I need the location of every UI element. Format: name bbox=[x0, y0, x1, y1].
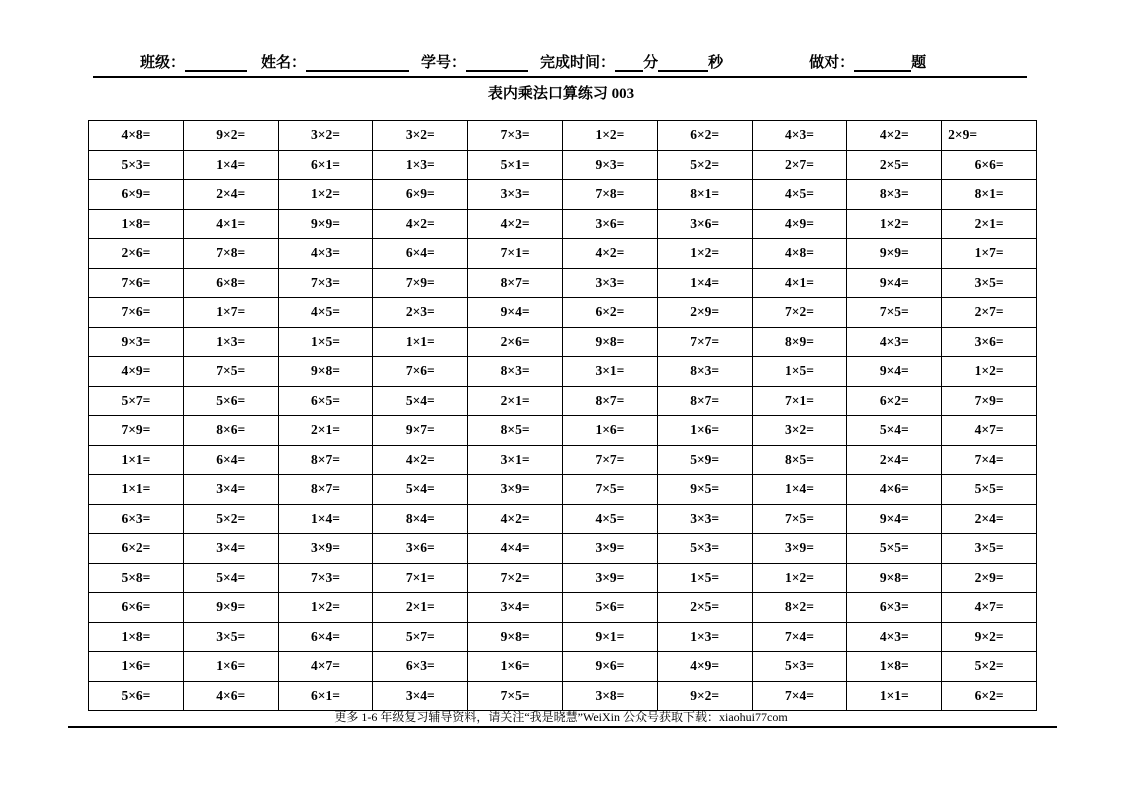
problem-cell: 1×3= bbox=[373, 150, 468, 180]
table-row bbox=[89, 209, 1037, 239]
problem-cell: 8×7= bbox=[562, 386, 657, 416]
problem-cell: 1×2= bbox=[942, 357, 1037, 387]
problem-cell: 4×9= bbox=[752, 209, 847, 239]
problem-cell: 6×5= bbox=[278, 386, 373, 416]
problem-cell: 3×6= bbox=[657, 209, 752, 239]
problem-cell: 6×1= bbox=[278, 681, 373, 711]
problem-cell: 9×8= bbox=[468, 622, 563, 652]
problem-cell: 1×6= bbox=[657, 416, 752, 446]
problem-cell: 1×6= bbox=[562, 416, 657, 446]
problem-cell: 2×9= bbox=[657, 298, 752, 328]
problem-cell: 4×2= bbox=[468, 504, 563, 534]
problem-cell: 6×6= bbox=[942, 150, 1037, 180]
problem-cell: 1×5= bbox=[752, 357, 847, 387]
problem-cell: 3×3= bbox=[657, 504, 752, 534]
class-label: 班级： bbox=[140, 55, 186, 71]
problem-cell: 2×6= bbox=[468, 327, 563, 357]
problem-cell: 5×6= bbox=[562, 593, 657, 623]
problem-cell: 3×6= bbox=[942, 327, 1037, 357]
score-label: 做对： bbox=[809, 55, 855, 71]
problem-cell: 9×2= bbox=[942, 622, 1037, 652]
problem-cell: 8×3= bbox=[657, 357, 752, 387]
problem-cell: 7×5= bbox=[562, 475, 657, 505]
table-row bbox=[89, 563, 1037, 593]
problem-cell: 3×3= bbox=[562, 268, 657, 298]
problem-cell: 1×8= bbox=[847, 652, 942, 682]
problem-cell: 2×1= bbox=[373, 593, 468, 623]
problem-cell: 7×1= bbox=[468, 239, 563, 269]
problem-cell: 4×1= bbox=[752, 268, 847, 298]
table-row bbox=[89, 504, 1037, 534]
problem-cell: 4×5= bbox=[752, 180, 847, 210]
problem-cell: 5×2= bbox=[183, 504, 278, 534]
problem-cell: 1×5= bbox=[278, 327, 373, 357]
problem-cell: 7×6= bbox=[373, 357, 468, 387]
problem-cell: 4×7= bbox=[278, 652, 373, 682]
problem-cell: 6×2= bbox=[847, 386, 942, 416]
problem-cell: 4×1= bbox=[183, 209, 278, 239]
table-row bbox=[89, 150, 1037, 180]
problem-cell: 5×5= bbox=[847, 534, 942, 564]
problem-cell: 3×6= bbox=[562, 209, 657, 239]
table-row bbox=[89, 327, 1037, 357]
table-row bbox=[89, 180, 1037, 210]
problem-cell: 6×1= bbox=[278, 150, 373, 180]
problem-cell: 8×7= bbox=[278, 475, 373, 505]
problem-cell: 3×3= bbox=[468, 180, 563, 210]
problem-cell: 4×3= bbox=[847, 622, 942, 652]
problem-cell: 8×2= bbox=[752, 593, 847, 623]
problem-cell: 7×3= bbox=[278, 268, 373, 298]
problem-cell: 3×9= bbox=[562, 563, 657, 593]
problem-cell: 8×1= bbox=[657, 180, 752, 210]
problem-cell: 2×9= bbox=[942, 563, 1037, 593]
table-row bbox=[89, 416, 1037, 446]
name-label: 姓名： bbox=[261, 55, 307, 71]
problem-cell: 4×2= bbox=[373, 445, 468, 475]
header bbox=[140, 54, 926, 72]
problem-cell: 4×9= bbox=[657, 652, 752, 682]
problem-cell: 9×2= bbox=[183, 121, 278, 151]
problem-cell: 8×5= bbox=[752, 445, 847, 475]
header-divider-line bbox=[93, 76, 1027, 78]
problem-cell: 1×2= bbox=[278, 180, 373, 210]
problem-cell: 1×3= bbox=[183, 327, 278, 357]
problem-cell: 3×5= bbox=[942, 268, 1037, 298]
problem-cell: 2×6= bbox=[89, 239, 184, 269]
problem-cell: 2×1= bbox=[278, 416, 373, 446]
class-blank-line bbox=[185, 57, 247, 72]
problem-cell: 9×5= bbox=[657, 475, 752, 505]
problem-cell: 5×4= bbox=[373, 475, 468, 505]
problem-cell: 1×1= bbox=[373, 327, 468, 357]
problem-cell: 2×1= bbox=[468, 386, 563, 416]
problems-table bbox=[88, 120, 1037, 711]
problem-cell: 3×1= bbox=[468, 445, 563, 475]
problem-cell: 6×2= bbox=[657, 121, 752, 151]
problem-cell: 2×5= bbox=[847, 150, 942, 180]
table-row bbox=[89, 622, 1037, 652]
problem-cell: 2×7= bbox=[752, 150, 847, 180]
problem-cell: 1×7= bbox=[942, 239, 1037, 269]
problem-cell: 2×7= bbox=[942, 298, 1037, 328]
problem-cell: 7×6= bbox=[89, 298, 184, 328]
table-row bbox=[89, 239, 1037, 269]
table-row bbox=[89, 268, 1037, 298]
problem-cell: 7×3= bbox=[278, 563, 373, 593]
problem-cell: 1×1= bbox=[847, 681, 942, 711]
problem-cell: 4×2= bbox=[562, 239, 657, 269]
seconds-blank-line bbox=[658, 57, 708, 72]
problem-cell: 5×7= bbox=[89, 386, 184, 416]
problem-cell: 7×5= bbox=[847, 298, 942, 328]
footer-divider-line bbox=[68, 726, 1057, 728]
problem-cell: 4×8= bbox=[89, 121, 184, 151]
minutes-blank-line bbox=[615, 57, 643, 72]
problem-cell: 9×3= bbox=[562, 150, 657, 180]
problem-cell: 1×1= bbox=[89, 445, 184, 475]
problem-cell: 8×9= bbox=[752, 327, 847, 357]
problem-cell: 6×6= bbox=[89, 593, 184, 623]
problem-cell: 6×4= bbox=[373, 239, 468, 269]
problem-cell: 3×5= bbox=[942, 534, 1037, 564]
problem-cell: 8×7= bbox=[657, 386, 752, 416]
problem-cell: 4×3= bbox=[847, 327, 942, 357]
problem-cell: 3×9= bbox=[562, 534, 657, 564]
student-id-blank-line bbox=[466, 57, 528, 72]
problem-cell: 3×6= bbox=[373, 534, 468, 564]
problem-cell: 5×2= bbox=[942, 652, 1037, 682]
problem-cell: 5×2= bbox=[657, 150, 752, 180]
table-row bbox=[89, 445, 1037, 475]
problem-cell: 3×4= bbox=[183, 534, 278, 564]
problem-cell: 7×1= bbox=[752, 386, 847, 416]
problem-cell: 3×4= bbox=[183, 475, 278, 505]
problem-cell: 9×3= bbox=[89, 327, 184, 357]
problem-cell: 1×2= bbox=[657, 239, 752, 269]
problem-cell: 7×4= bbox=[752, 681, 847, 711]
problem-cell: 7×3= bbox=[468, 121, 563, 151]
problem-cell: 9×9= bbox=[847, 239, 942, 269]
completion-time-label: 完成时间： bbox=[540, 55, 616, 71]
problem-cell: 7×9= bbox=[373, 268, 468, 298]
problem-cell: 9×8= bbox=[278, 357, 373, 387]
problem-cell: 1×2= bbox=[562, 121, 657, 151]
problem-cell: 8×4= bbox=[373, 504, 468, 534]
problem-cell: 8×1= bbox=[942, 180, 1037, 210]
problem-cell: 1×3= bbox=[657, 622, 752, 652]
problem-cell: 7×7= bbox=[657, 327, 752, 357]
problem-cell: 9×4= bbox=[847, 268, 942, 298]
page-title: 表内乘法口算练习 003 bbox=[487, 86, 635, 102]
problem-cell: 3×2= bbox=[752, 416, 847, 446]
problem-cell: 3×9= bbox=[752, 534, 847, 564]
problem-cell: 4×6= bbox=[183, 681, 278, 711]
problem-cell: 8×7= bbox=[278, 445, 373, 475]
problem-cell: 1×8= bbox=[89, 622, 184, 652]
problem-cell: 1×6= bbox=[468, 652, 563, 682]
problem-cell: 3×4= bbox=[468, 593, 563, 623]
problems-table-body bbox=[89, 121, 1037, 711]
table-row bbox=[89, 386, 1037, 416]
problem-cell: 5×7= bbox=[373, 622, 468, 652]
problem-cell: 6×9= bbox=[373, 180, 468, 210]
problem-cell: 9×7= bbox=[373, 416, 468, 446]
problem-cell: 4×2= bbox=[468, 209, 563, 239]
problem-cell: 1×5= bbox=[657, 563, 752, 593]
problem-cell: 9×4= bbox=[468, 298, 563, 328]
problem-cell: 9×2= bbox=[657, 681, 752, 711]
problem-cell: 8×3= bbox=[468, 357, 563, 387]
problem-cell: 9×1= bbox=[562, 622, 657, 652]
problem-cell: 1×6= bbox=[89, 652, 184, 682]
problem-cell: 2×4= bbox=[183, 180, 278, 210]
table-row bbox=[89, 534, 1037, 564]
problem-cell: 3×8= bbox=[562, 681, 657, 711]
problem-cell: 5×8= bbox=[89, 563, 184, 593]
problem-cell: 3×4= bbox=[373, 681, 468, 711]
problem-cell: 6×4= bbox=[183, 445, 278, 475]
problem-cell: 9×4= bbox=[847, 504, 942, 534]
problem-cell: 9×9= bbox=[183, 593, 278, 623]
problem-cell: 1×4= bbox=[657, 268, 752, 298]
problem-cell: 4×2= bbox=[847, 121, 942, 151]
score-unit-label: 题 bbox=[911, 55, 927, 71]
problem-cell: 6×3= bbox=[847, 593, 942, 623]
problem-cell: 7×2= bbox=[752, 298, 847, 328]
problem-cell: 2×4= bbox=[847, 445, 942, 475]
problem-cell: 5×3= bbox=[752, 652, 847, 682]
problem-cell: 4×2= bbox=[373, 209, 468, 239]
problem-cell: 8×5= bbox=[468, 416, 563, 446]
problem-cell: 2×5= bbox=[657, 593, 752, 623]
problem-cell: 5×4= bbox=[847, 416, 942, 446]
problem-cell: 9×8= bbox=[847, 563, 942, 593]
problem-cell: 2×3= bbox=[373, 298, 468, 328]
problem-cell: 7×8= bbox=[562, 180, 657, 210]
problem-cell: 3×9= bbox=[278, 534, 373, 564]
problem-cell: 6×2= bbox=[89, 534, 184, 564]
problem-cell: 6×2= bbox=[942, 681, 1037, 711]
problem-cell: 4×4= bbox=[468, 534, 563, 564]
problem-cell: 6×4= bbox=[278, 622, 373, 652]
problem-cell: 5×3= bbox=[89, 150, 184, 180]
problem-cell: 5×6= bbox=[183, 386, 278, 416]
problem-cell: 6×3= bbox=[373, 652, 468, 682]
problem-cell: 1×2= bbox=[278, 593, 373, 623]
problem-cell: 4×5= bbox=[278, 298, 373, 328]
problem-cell: 7×5= bbox=[183, 357, 278, 387]
problem-cell: 7×8= bbox=[183, 239, 278, 269]
seconds-label: 秒 bbox=[708, 55, 724, 71]
problem-cell: 3×1= bbox=[562, 357, 657, 387]
problem-cell: 8×6= bbox=[183, 416, 278, 446]
problem-cell: 5×1= bbox=[468, 150, 563, 180]
problem-cell: 2×4= bbox=[942, 504, 1037, 534]
problem-cell: 1×4= bbox=[752, 475, 847, 505]
problem-cell: 9×6= bbox=[562, 652, 657, 682]
problem-cell: 2×1= bbox=[942, 209, 1037, 239]
problem-cell: 1×1= bbox=[89, 475, 184, 505]
score-blank-line bbox=[854, 57, 911, 72]
problem-cell: 7×9= bbox=[89, 416, 184, 446]
problem-cell: 7×9= bbox=[942, 386, 1037, 416]
table-row bbox=[89, 652, 1037, 682]
table-row bbox=[89, 593, 1037, 623]
problem-cell: 2×9= bbox=[942, 121, 1037, 151]
problem-cell: 9×8= bbox=[562, 327, 657, 357]
problem-cell: 3×2= bbox=[373, 121, 468, 151]
problem-cell: 7×5= bbox=[468, 681, 563, 711]
minutes-label: 分 bbox=[643, 55, 659, 71]
problem-cell: 6×9= bbox=[89, 180, 184, 210]
problem-cell: 4×6= bbox=[847, 475, 942, 505]
problem-cell: 5×4= bbox=[373, 386, 468, 416]
problem-cell: 7×4= bbox=[942, 445, 1037, 475]
name-blank-line bbox=[306, 57, 409, 72]
problem-cell: 4×3= bbox=[752, 121, 847, 151]
problem-cell: 5×6= bbox=[89, 681, 184, 711]
problem-cell: 9×9= bbox=[278, 209, 373, 239]
problem-cell: 4×7= bbox=[942, 416, 1037, 446]
problem-cell: 7×5= bbox=[752, 504, 847, 534]
problem-cell: 3×9= bbox=[468, 475, 563, 505]
problem-cell: 5×9= bbox=[657, 445, 752, 475]
problem-cell: 7×4= bbox=[752, 622, 847, 652]
problem-cell: 6×2= bbox=[562, 298, 657, 328]
problem-cell: 3×5= bbox=[183, 622, 278, 652]
problem-cell: 9×4= bbox=[847, 357, 942, 387]
problem-cell: 1×2= bbox=[847, 209, 942, 239]
problem-cell: 4×5= bbox=[562, 504, 657, 534]
problem-cell: 5×5= bbox=[942, 475, 1037, 505]
problem-cell: 8×3= bbox=[847, 180, 942, 210]
problem-cell: 7×7= bbox=[562, 445, 657, 475]
student-id-label: 学号： bbox=[421, 55, 467, 71]
problem-cell: 1×4= bbox=[183, 150, 278, 180]
problem-cell: 6×3= bbox=[89, 504, 184, 534]
problem-cell: 5×3= bbox=[657, 534, 752, 564]
problem-cell: 1×2= bbox=[752, 563, 847, 593]
problem-cell: 7×2= bbox=[468, 563, 563, 593]
problem-cell: 7×1= bbox=[373, 563, 468, 593]
problem-cell: 4×9= bbox=[89, 357, 184, 387]
problem-cell: 1×8= bbox=[89, 209, 184, 239]
table-row bbox=[89, 475, 1037, 505]
footer-note: 更多 1-6 年级复习辅导资料，请关注“我是晓慧”WeiXin 公众号获取下载：xiaohui77com bbox=[334, 710, 788, 724]
table-row bbox=[89, 681, 1037, 711]
problem-cell: 1×4= bbox=[278, 504, 373, 534]
table-row bbox=[89, 121, 1037, 151]
table-row bbox=[89, 298, 1037, 328]
table-row bbox=[89, 357, 1037, 387]
problem-cell: 4×7= bbox=[942, 593, 1037, 623]
problem-cell: 8×7= bbox=[468, 268, 563, 298]
problem-cell: 1×6= bbox=[183, 652, 278, 682]
problem-cell: 4×8= bbox=[752, 239, 847, 269]
problem-cell: 1×7= bbox=[183, 298, 278, 328]
problem-cell: 6×8= bbox=[183, 268, 278, 298]
problem-cell: 4×3= bbox=[278, 239, 373, 269]
problem-cell: 5×4= bbox=[183, 563, 278, 593]
problem-cell: 7×6= bbox=[89, 268, 184, 298]
problem-cell: 3×2= bbox=[278, 121, 373, 151]
